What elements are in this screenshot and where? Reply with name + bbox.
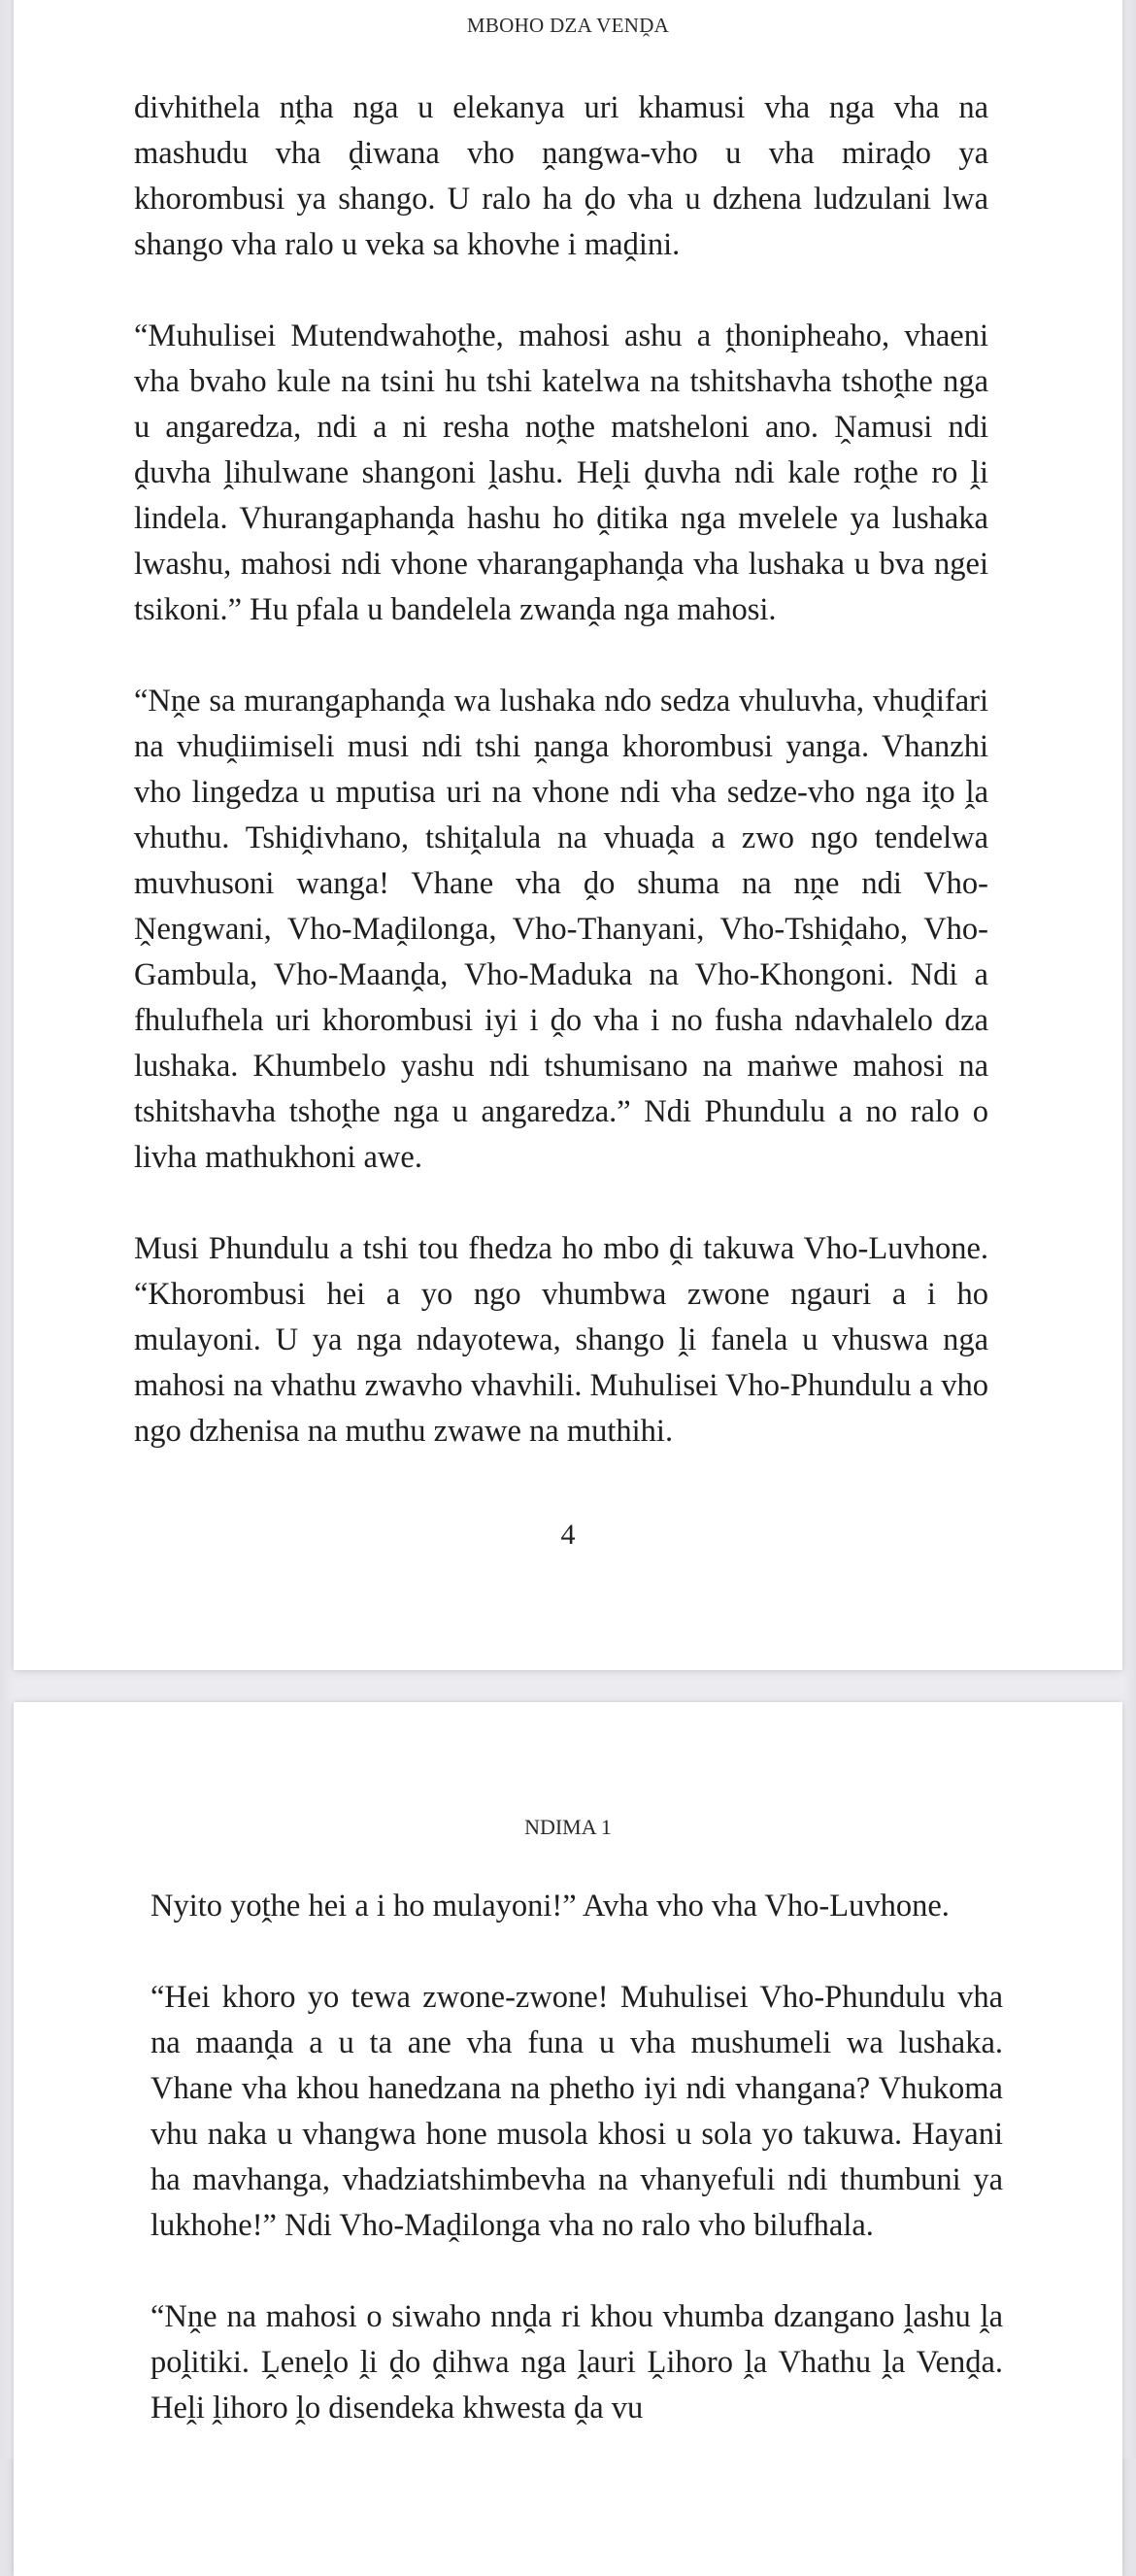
document-page [14, 1702, 1122, 2576]
paragraph: “Muhulisei Mutendwahoṱhe, mahosi ashu a ṱhonipheaho, vhaeni vha bvaho kule na tsini hu tshi katelwa na tshitshavha tshoṱhe nga u angaredza, ndi a ni resha noṱhe matsheloni ano. Ṋamusi ndi ḓuvha ḽihulwane shangoni ḽashu. Heḽi ḓuvha ndi kale roṱhe ro ḽi lindela. Vhurangaphanḓa hashu ho ḓitika nga mvelele ya lushaka lwashu, mahosi ndi vhone vharangaphanḓa vha lushaka u bva ngei tsikoni.” Hu pfala u bandelela zwanḓa nga mahosi. [134, 318, 988, 627]
paragraph: Musi Phundulu a tshi tou fhedza ho mbo ḓi takuwa Vho-Luvhone. “Khorombusi hei a yo ngo vhumbwa zwone ngauri a i ho mulayoni. U ya nga ndayotewa, shango ḽi fanela u vhuswa nga mahosi na vhathu zwavho vhavhili. Muhulisei Vho-Phundulu a vho ngo dzhenisa na muthu zwawe na muthihi. [134, 1231, 988, 1449]
document-page [14, 0, 1122, 1670]
chapter-header: NDIMA 1 [524, 1815, 612, 1839]
page-body [150, 1884, 1003, 2477]
page-body [134, 85, 988, 1500]
paragraph: “Hei khoro yo tewa zwone-zwone! Muhulisei Vho-Phundulu vha na maanḓa a u ta ane vha funa u vha mushumeli wa lushaka. Vhane vha khou hanedzana na phetho iyi ndi vhangana? Vhukoma vhu naka u vhangwa hone musola khosi u sola yo takuwa. Hayani ha mavhanga, vhadziatshimbevha na vhanyefuli ndi thumbuni ya lukhohe!” Ndi Vho-Maḓilonga vha no ralo vho bilufhala. [150, 1980, 1003, 2243]
paragraph: “Nṋe sa murangaphanḓa wa lushaka ndo sedza vhuluvha, vhuḓifari na vhuḓiimiseli musi ndi tshi ṋanga khorombusi yanga. Vhanzhi vho lingedza u mputisa uri na vhone ndi vha sedze-vho nga iṱo ḽa vhuthu. Tshiḓivhano, tshiṱalula na vhuaḓa a zwo ngo tendelwa muvhusoni wanga! Vhane vha ḓo shuma na nṋe ndi Vho-Ṋengwani, Vho-Maḓilonga, Vho-Thanyani, Vho-Tshiḓaho, Vho-Gambula, Vho-Maanḓa, Vho-Maduka na Vho-Khongoni. Ndi a fhulufhela uri khorombusi iyi i ḓo vha i no fusha ndavhalelo dza lushaka. Khumbelo yashu ndi tshumisano na maṅwe mahosi na tshitshavha tshoṱhe nga u angaredza.” Ndi Phundulu a no ralo o livha mathukhoni awe. [134, 684, 988, 1175]
paragraph: “Nṋe na mahosi o siwaho nnḓa ri khou vhumba dzangano ḽashu ḽa poḽitiki. Ḽeneḽo ḽi ḓo ḓihwa nga ḽauri Ḽihoro ḽa Vhathu ḽa Venḓa. Heḽi ḽihoro ḽo disendeka khwesta ḓa vu [150, 2299, 1003, 2425]
paragraph: Nyito yoṱhe hei a i ho mulayoni!” Avha vho vha Vho-Luvhone. [150, 1889, 950, 1924]
running-header: MBOHO DZA VENḒA [466, 14, 670, 37]
paragraph: divhithela nṱha nga u elekanya uri khamusi vha nga vha na mashudu vha ḓiwana vho ṋangwa-vho u vha miraḓo ya khorombusi ya shango. U ralo ha ḓo vha u dzhena ludzulani lwa shango vha ralo u veka sa khovhe i maḓini. [134, 90, 988, 262]
page-number: 4 [560, 1519, 576, 1551]
